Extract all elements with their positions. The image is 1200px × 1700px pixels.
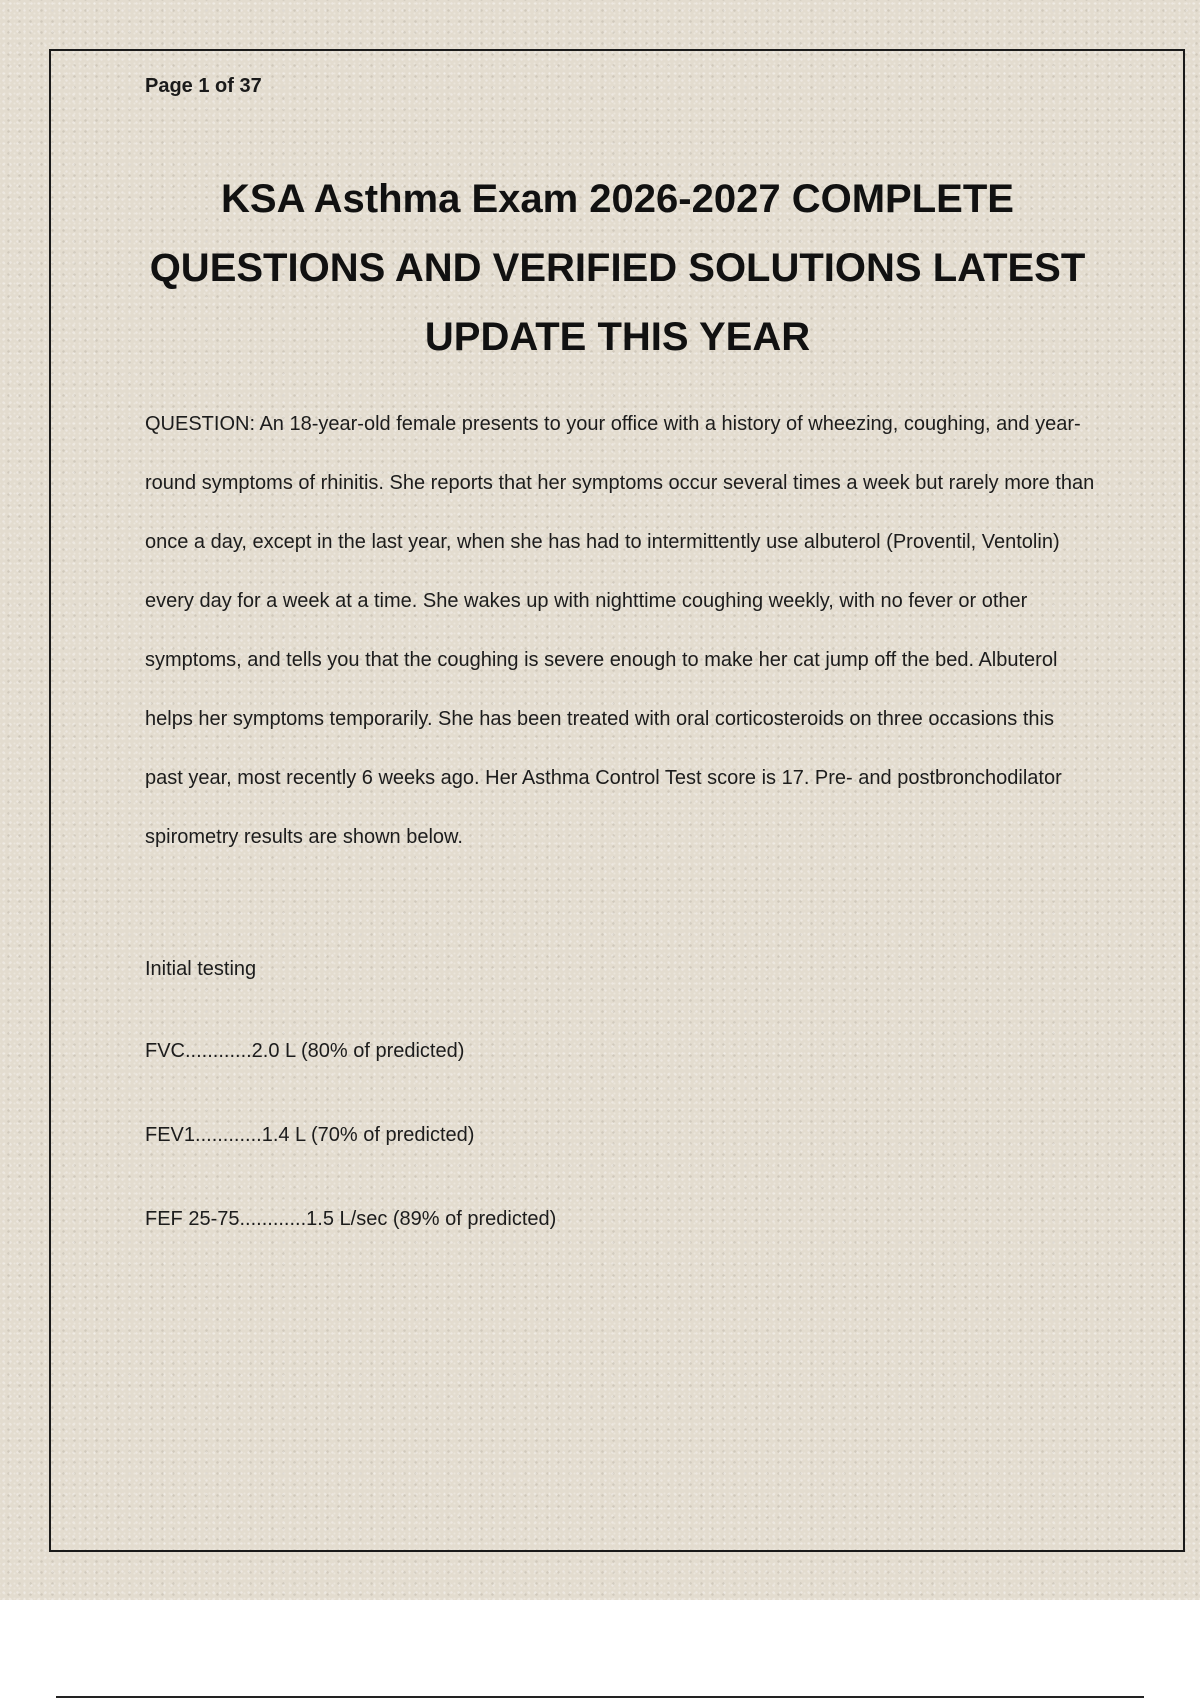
result-fvc: FVC............2.0 L (80% of predicted)	[145, 1040, 465, 1062]
result-fev1: FEV1............1.4 L (70% of predicted)	[145, 1124, 475, 1146]
page-number: Page 1 of 37	[145, 75, 262, 97]
question-text: QUESTION: An 18-year-old female presents to your office with a history of wheezing, coughing, and year-round symptoms of rhinitis. She reports that her symptoms occur several times a week but rarely more than once a day, except in the last year, when she has had to intermittently use albuterol (Proventil, Ventolin) every day for a week at a time. She wakes up with nighttime coughing weekly, with no fever or other symptoms, and tells you that the coughing is severe enough to make her cat jump off the bed. Albuterol helps her symptoms temporarily. She has been treated with oral corticosteroids on three occasions this past year, most recently 6 weeks ago. Her Asthma Control Test score is 17. Pre- and postbronchodilator spirometry results are shown below.	[145, 413, 1095, 848]
result-fef-25-75: FEF 25-75............1.5 L/sec (89% of predicted)	[145, 1208, 557, 1230]
section-label-initial-testing: Initial testing	[145, 958, 257, 980]
footer-divider	[56, 1696, 1144, 1698]
document-title: KSA Asthma Exam 2026-2027 COMPLETE QUESTIONS AND VERIFIED SOLUTIONS LATEST UPDATE THIS YEAR	[149, 177, 1086, 359]
